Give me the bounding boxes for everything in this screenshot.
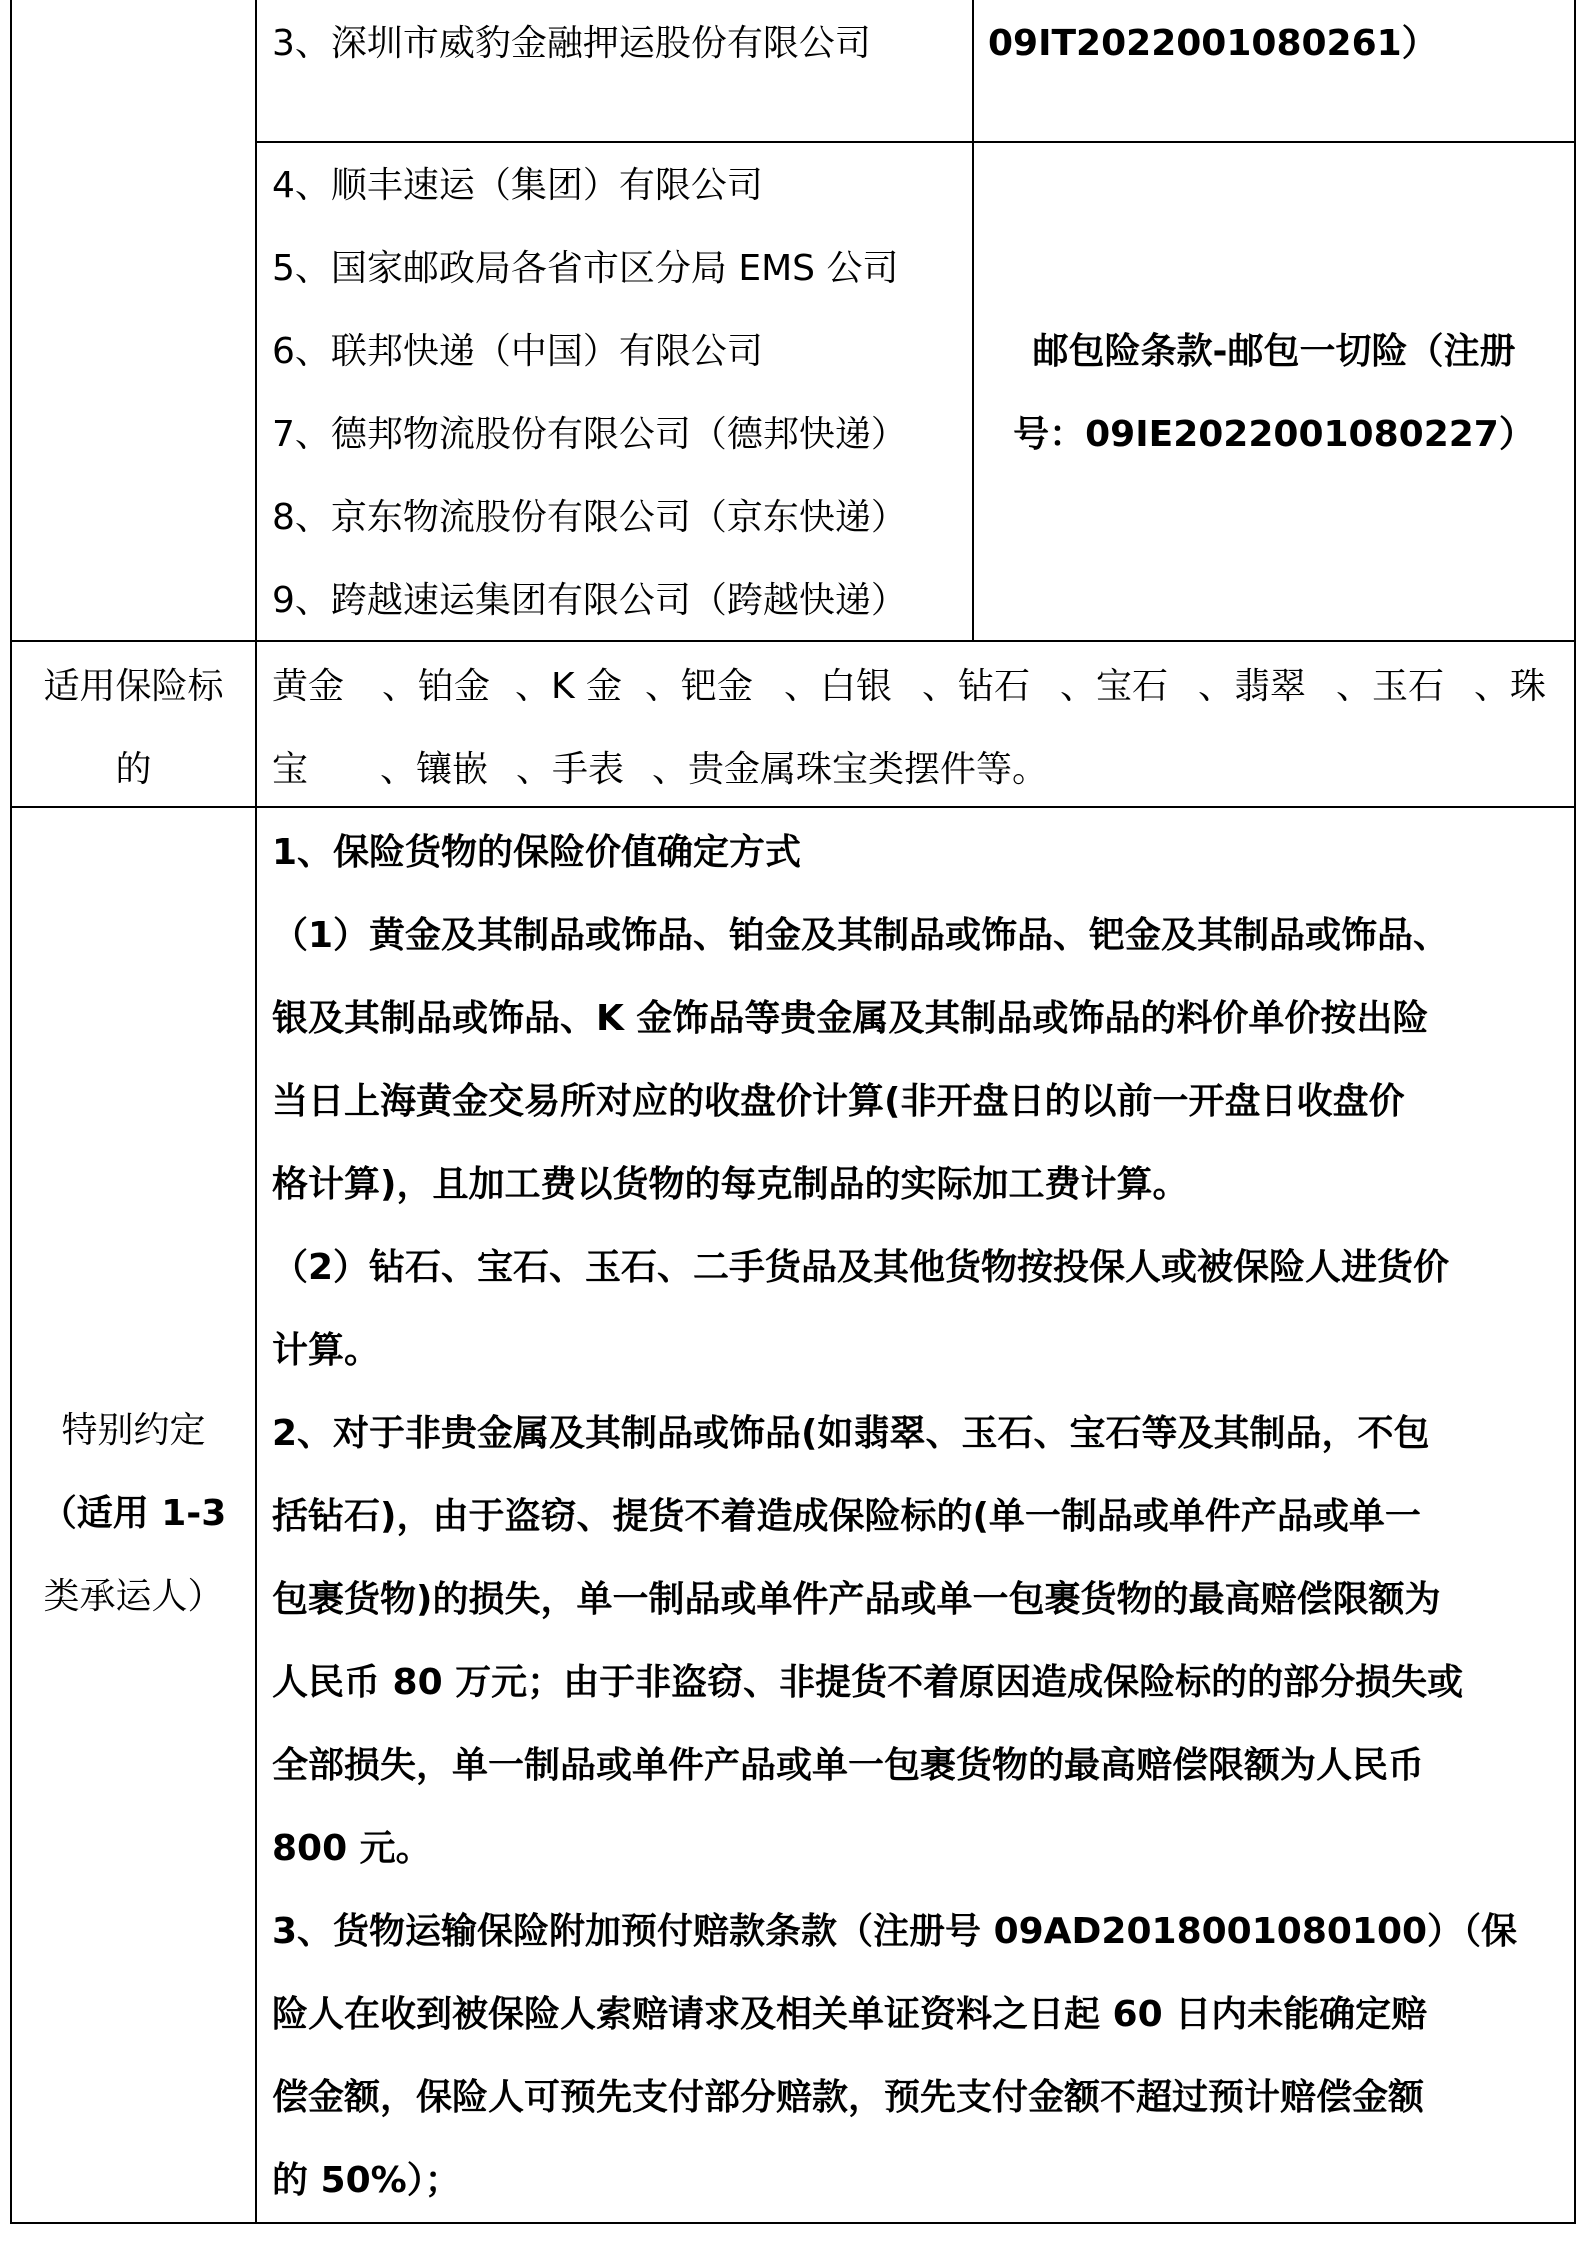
subject-item: 、钯金 [645, 666, 754, 707]
carrier-3-clause-number: 09IT2022001080261） [988, 23, 1438, 64]
special-text-line: （2）钻石、宝石、玉石、二手货品及其他货物按投保人或被保险人进货价 [272, 1247, 1450, 1288]
carrier-6-name: 6、联邦快递（中国）有限公司 [272, 331, 763, 372]
carrier-3-name: 3、深圳市威豹金融押运股份有限公司 [272, 23, 871, 64]
special-text-line: 的 50%）； [272, 2160, 461, 2201]
special-text-line: （1）黄金及其制品或饰品、铂金及其制品或饰品、钯金及其制品或饰品、 [272, 915, 1450, 956]
table-border-bottom [10, 2222, 1576, 2224]
subject-item: 、玉石 [1336, 666, 1445, 707]
special-label-line2: （适用 1-3 [40, 1493, 227, 1534]
carrier-7-name: 7、德邦物流股份有限公司（德邦快递） [272, 414, 907, 455]
special-text-line: 括钻石)，由于盗窃、提货不着造成保险标的(单一制品或单件产品或单一 [272, 1496, 1421, 1537]
row-divider-subject [10, 640, 1576, 642]
row-divider-carrier-3 [255, 141, 1576, 143]
clause-column-divider [972, 0, 974, 641]
special-text-line: 人民币 80 万元；由于非盗窃、非提货不着原因造成保险标的的部分损失或 [272, 1662, 1464, 1703]
carriers-4-9-clause-line2: 号：09IE2022001080227） [1013, 414, 1535, 455]
subject-item: 、珠 [1474, 666, 1547, 707]
table-border-left [10, 0, 12, 2224]
subject-item: 、K 金 [515, 666, 623, 707]
special-text-line: 计算。 [272, 1330, 381, 1371]
carrier-9-name: 9、跨越速运集团有限公司（跨越快递） [272, 580, 907, 621]
subject-item: 、镶嵌 [380, 749, 489, 790]
subject-label-line2: 的 [115, 749, 152, 790]
special-text-line: 3、货物运输保险附加预付赔款条款（注册号 09AD2018001080100）（保 [272, 1911, 1518, 1952]
subject-item: 、钻石 [922, 666, 1031, 707]
special-text-line: 偿金额，保险人可预先支付部分赔款，预先支付金额不超过预计赔偿金额 [272, 2077, 1425, 2118]
table-border-right [1574, 0, 1576, 2224]
special-text-line: 全部损失，单一制品或单件产品或单一包裹货物的最高赔偿限额为人民币 [272, 1745, 1425, 1786]
special-text-line: 包裹货物)的损失，单一制品或单件产品或单一包裹货物的最高赔偿限额为 [272, 1579, 1441, 1620]
subject-item: 、白银 [784, 666, 893, 707]
carrier-8-name: 8、京东物流股份有限公司（京东快递） [272, 497, 907, 538]
special-text-line: 险人在收到被保险人索赔请求及相关单证资料之日起 60 日内未能确定赔 [272, 1994, 1428, 2035]
subject-item: 、铂金 [382, 666, 491, 707]
special-label-line1: 特别约定 [61, 1410, 206, 1451]
carriers-4-9-clause-line1: 邮包险条款-邮包一切险（注册 [1032, 331, 1516, 372]
subject-item: 、宝石 [1060, 666, 1169, 707]
carrier-4-name: 4、顺丰速运（集团）有限公司 [272, 165, 763, 206]
label-column-divider [255, 0, 257, 2224]
special-text-line: 格计算)，且加工费以货物的每克制品的实际加工费计算。 [272, 1164, 1189, 1205]
subject-label-line1: 适用保险标 [43, 666, 224, 707]
subject-item: 黄金 [272, 666, 345, 707]
row-divider-special [10, 806, 1576, 808]
subject-item: 、贵金属珠宝类摆件等。 [652, 749, 1049, 790]
carrier-5-name: 5、国家邮政局各省市区分局 EMS 公司 [272, 248, 899, 289]
subject-item: 宝 [272, 749, 309, 790]
special-text-line: 2、对于非贵金属及其制品或饰品(如翡翠、玉石、宝石等及其制品，不包 [272, 1413, 1430, 1454]
special-text-line: 800 元。 [272, 1828, 432, 1869]
special-text-line: 当日上海黄金交易所对应的收盘价计算(非开盘日的以前一开盘日收盘价 [272, 1081, 1405, 1122]
subject-item: 、手表 [516, 749, 625, 790]
subject-item: 、翡翠 [1198, 666, 1307, 707]
special-label-line3: 类承运人） [43, 1576, 224, 1617]
special-text-line: 银及其制品或饰品、K 金饰品等贵金属及其制品或饰品的料价单价按出险 [272, 998, 1429, 1039]
special-text-line: 1、保险货物的保险价值确定方式 [272, 832, 802, 873]
